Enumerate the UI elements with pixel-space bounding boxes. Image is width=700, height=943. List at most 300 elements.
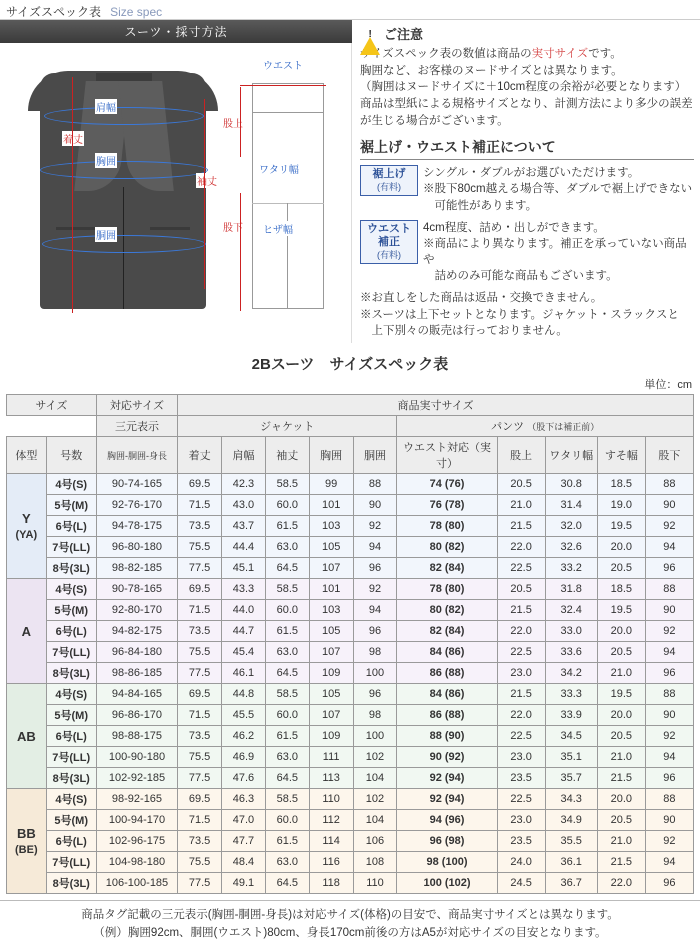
cell-gousu: 7号(LL)	[46, 747, 96, 768]
cell-matashita: 92	[645, 831, 693, 852]
cell-bodytype: Y (YA)	[7, 474, 47, 579]
label-sodetake: 袖丈	[196, 173, 218, 188]
cell-watari: 33.3	[545, 684, 597, 705]
cell-matagami: 22.5	[497, 726, 545, 747]
cell-watari: 33.6	[545, 642, 597, 663]
cell-sodetake: 58.5	[265, 684, 309, 705]
hemming-text-1: シングル・ダブルがお選びいただけます。	[423, 167, 640, 180]
cell-sangen: 96-84-180	[96, 642, 177, 663]
cell-sangen: 96-80-180	[96, 537, 177, 558]
cell-kitake: 73.5	[178, 726, 222, 747]
cell-sangen: 106-100-185	[96, 873, 177, 894]
cell-matashita: 96	[645, 768, 693, 789]
table-row	[7, 558, 694, 579]
cell-sangen: 92-76-170	[96, 495, 177, 516]
cell-kyoui: 101	[309, 495, 353, 516]
waist-text	[423, 220, 694, 284]
cell-matashita: 92	[645, 621, 693, 642]
cell-doui: 94	[353, 600, 397, 621]
cell-kyoui: 107	[309, 558, 353, 579]
cell-doui: 100	[353, 726, 397, 747]
cell-kyoui: 118	[309, 873, 353, 894]
cell-sodetake: 60.0	[265, 705, 309, 726]
notice-line-5: が生じる場合がございます。	[360, 114, 509, 127]
table-row	[7, 831, 694, 852]
cell-waist: 82 (84)	[397, 621, 497, 642]
cell-doui: 90	[353, 495, 397, 516]
cell-doui: 92	[353, 516, 397, 537]
cell-waist: 84 (86)	[397, 684, 497, 705]
cell-matashita: 94	[645, 642, 693, 663]
upper-section	[0, 20, 700, 343]
cell-gousu: 7号(LL)	[46, 537, 96, 558]
cell-waist: 76 (78)	[397, 495, 497, 516]
cell-matagami: 23.0	[497, 810, 545, 831]
cell-susohaba: 21.0	[597, 831, 645, 852]
cell-kitake: 75.5	[178, 642, 222, 663]
cell-susohaba: 22.0	[597, 873, 645, 894]
cell-watari: 35.7	[545, 768, 597, 789]
cell-matagami: 22.0	[497, 705, 545, 726]
cell-kyoui: 109	[309, 663, 353, 684]
cell-matagami: 21.5	[497, 516, 545, 537]
cell-katahaba: 45.5	[222, 705, 266, 726]
waist-tag-label: ウエスト	[367, 222, 411, 235]
cell-bodytype: AB	[7, 684, 47, 789]
cell-kyoui: 114	[309, 831, 353, 852]
cell-katahaba: 44.4	[222, 537, 266, 558]
cell-waist: 92 (94)	[397, 789, 497, 810]
table-row	[7, 810, 694, 831]
cell-watari: 36.1	[545, 852, 597, 873]
label-matagami: 股上	[222, 115, 244, 130]
cell-kyoui: 109	[309, 726, 353, 747]
label-wataribaba: ワタリ幅	[258, 161, 300, 176]
notice-body	[360, 46, 694, 129]
cell-katahaba: 46.3	[222, 789, 266, 810]
cell-watari: 32.6	[545, 537, 597, 558]
cell-kitake: 75.5	[178, 747, 222, 768]
cell-matashita: 88	[645, 579, 693, 600]
th-product-actual: 商品実寸サイズ	[178, 395, 694, 416]
cell-sodetake: 61.5	[265, 726, 309, 747]
cell-matashita: 96	[645, 558, 693, 579]
cell-susohaba: 21.5	[597, 768, 645, 789]
cell-sodetake: 64.5	[265, 558, 309, 579]
notice-line1-b: です。	[588, 48, 622, 60]
table-row	[7, 663, 694, 684]
cell-doui: 94	[353, 537, 397, 558]
cell-sangen: 98-82-185	[96, 558, 177, 579]
cell-watari: 32.4	[545, 600, 597, 621]
cell-sangen: 98-88-175	[96, 726, 177, 747]
cell-watari: 33.0	[545, 621, 597, 642]
th-gousu: 号数	[46, 437, 96, 474]
label-doui: 胴囲	[95, 227, 117, 242]
cell-sodetake: 63.0	[265, 537, 309, 558]
cell-susohaba: 19.5	[597, 684, 645, 705]
th-katahaba: 肩幅	[222, 437, 266, 474]
label-hizahaba: ヒザ幅	[262, 221, 294, 236]
cell-kitake: 71.5	[178, 600, 222, 621]
cell-doui: 102	[353, 747, 397, 768]
th-kyoui: 胸囲	[309, 437, 353, 474]
notice-line-3: （胸囲はヌードサイズに＋10cm程度の余裕が必要となります）	[360, 81, 687, 94]
cell-doui: 96	[353, 684, 397, 705]
notice-column	[352, 20, 700, 343]
cell-susohaba: 19.5	[597, 600, 645, 621]
cell-katahaba: 44.8	[222, 684, 266, 705]
cell-matashita: 88	[645, 474, 693, 495]
cell-sodetake: 58.5	[265, 579, 309, 600]
alteration-note-1: ※お直しをした商品は返品・交換できません。	[360, 292, 603, 305]
cell-katahaba: 47.0	[222, 810, 266, 831]
cell-doui: 98	[353, 642, 397, 663]
table-row	[7, 705, 694, 726]
cell-sangen: 90-74-165	[96, 474, 177, 495]
cell-watari: 33.2	[545, 558, 597, 579]
cell-sodetake: 64.5	[265, 768, 309, 789]
table-row	[7, 726, 694, 747]
cell-doui: 100	[353, 663, 397, 684]
cell-gousu: 7号(LL)	[46, 642, 96, 663]
cell-susohaba: 20.0	[597, 705, 645, 726]
cell-kyoui: 101	[309, 579, 353, 600]
notice-header	[360, 24, 694, 43]
bottom-note	[0, 900, 700, 943]
spec-table-title: 2Bスーツ サイズスペック表	[251, 356, 449, 373]
cell-sangen: 94-82-175	[96, 621, 177, 642]
cell-sangen: 102-92-185	[96, 768, 177, 789]
cell-gousu: 5号(M)	[46, 495, 96, 516]
cell-watari: 31.8	[545, 579, 597, 600]
cell-susohaba: 20.0	[597, 621, 645, 642]
cell-matashita: 94	[645, 852, 693, 873]
table-row	[7, 474, 694, 495]
alteration-item-waist	[360, 220, 694, 284]
cell-waist: 82 (84)	[397, 558, 497, 579]
cell-susohaba: 21.5	[597, 852, 645, 873]
cell-bodytype: A	[7, 579, 47, 684]
cell-doui: 110	[353, 873, 397, 894]
cell-susohaba: 18.5	[597, 474, 645, 495]
cell-watari: 36.7	[545, 873, 597, 894]
cell-matagami: 23.0	[497, 663, 545, 684]
cell-gousu: 5号(M)	[46, 600, 96, 621]
hemming-tag-sub: (有料)	[377, 182, 401, 193]
cell-watari: 34.3	[545, 789, 597, 810]
cell-sangen: 90-78-165	[96, 579, 177, 600]
cell-gousu: 5号(M)	[46, 705, 96, 726]
hemming-text-3: 可能性があります。	[423, 199, 538, 212]
cell-sodetake: 60.0	[265, 495, 309, 516]
cell-waist: 88 (90)	[397, 726, 497, 747]
table-row	[7, 852, 694, 873]
cell-doui: 96	[353, 558, 397, 579]
cell-matashita: 90	[645, 705, 693, 726]
cell-gousu: 6号(L)	[46, 726, 96, 747]
cell-waist: 80 (82)	[397, 537, 497, 558]
page-title: サイズスペック表	[6, 5, 102, 19]
cell-doui: 92	[353, 579, 397, 600]
cell-doui: 88	[353, 474, 397, 495]
bottom-note-line-1: 商品タグ記載の三元表示(胸囲-胴囲-身長)は対応サイズ(体格)の目安で、商品実寸サイズとは異なります。	[81, 909, 619, 921]
cell-sangen: 94-78-175	[96, 516, 177, 537]
cell-matagami: 21.0	[497, 495, 545, 516]
alteration-note-2: ※スーツは上下セットとなります。ジャケット・スラックスと	[360, 308, 679, 321]
cell-sodetake: 58.5	[265, 789, 309, 810]
cell-katahaba: 43.3	[222, 579, 266, 600]
table-row	[7, 747, 694, 768]
cell-waist: 94 (96)	[397, 810, 497, 831]
cell-matashita: 96	[645, 663, 693, 684]
th-pants-main: パンツ	[491, 421, 525, 433]
cell-susohaba: 21.0	[597, 663, 645, 684]
cell-susohaba: 19.5	[597, 516, 645, 537]
cell-watari: 30.8	[545, 474, 597, 495]
cell-kyoui: 107	[309, 642, 353, 663]
cell-sodetake: 63.0	[265, 642, 309, 663]
cell-kitake: 77.5	[178, 663, 222, 684]
table-row	[7, 621, 694, 642]
cell-doui: 102	[353, 789, 397, 810]
cell-kyoui: 105	[309, 684, 353, 705]
cell-waist: 86 (88)	[397, 705, 497, 726]
label-waist: ウエスト	[262, 57, 304, 72]
cell-matagami: 22.0	[497, 621, 545, 642]
cell-gousu: 4号(S)	[46, 789, 96, 810]
cell-kitake: 71.5	[178, 705, 222, 726]
cell-sangen: 92-80-170	[96, 600, 177, 621]
size-spec-table	[6, 394, 694, 894]
cell-kyoui: 103	[309, 600, 353, 621]
cell-kyoui: 112	[309, 810, 353, 831]
diagram-panel-title: スーツ・採寸方法	[0, 20, 352, 43]
cell-watari: 34.2	[545, 663, 597, 684]
cell-matashita: 90	[645, 495, 693, 516]
page-header	[0, 0, 700, 20]
cell-kitake: 73.5	[178, 621, 222, 642]
cell-katahaba: 44.7	[222, 621, 266, 642]
cell-kitake: 69.5	[178, 579, 222, 600]
cell-katahaba: 47.7	[222, 831, 266, 852]
th-sodetake: 袖丈	[265, 437, 309, 474]
cell-katahaba: 46.1	[222, 663, 266, 684]
alteration-item-hemming	[360, 165, 694, 213]
cell-doui: 108	[353, 852, 397, 873]
cell-gousu: 4号(S)	[46, 579, 96, 600]
cell-doui: 104	[353, 768, 397, 789]
cell-waist: 78 (80)	[397, 579, 497, 600]
cell-gousu: 4号(S)	[46, 474, 96, 495]
cell-matashita: 90	[645, 600, 693, 621]
th-jacket: ジャケット	[178, 416, 397, 437]
cell-matagami: 21.5	[497, 684, 545, 705]
hemming-tag-label: 裾上げ	[372, 168, 406, 181]
cell-kyoui: 110	[309, 789, 353, 810]
table-row	[7, 516, 694, 537]
cell-bodytype: BB (BE)	[7, 789, 47, 894]
table-row	[7, 495, 694, 516]
table-row	[7, 642, 694, 663]
cell-sangen: 100-94-170	[96, 810, 177, 831]
cell-waist: 80 (82)	[397, 600, 497, 621]
cell-katahaba: 46.9	[222, 747, 266, 768]
cell-susohaba: 21.0	[597, 747, 645, 768]
cell-matagami: 22.5	[497, 789, 545, 810]
cell-katahaba: 49.1	[222, 873, 266, 894]
notice-line1-a: サイズスペック表の数値は商品の	[360, 48, 532, 60]
cell-sodetake: 61.5	[265, 516, 309, 537]
table-row	[7, 600, 694, 621]
cell-waist: 100 (102)	[397, 873, 497, 894]
diagram-column	[0, 20, 352, 343]
th-waist: ウエスト対応（実寸）	[397, 437, 497, 474]
label-katahaba: 肩幅	[95, 99, 117, 114]
cell-sodetake: 61.5	[265, 831, 309, 852]
cell-kyoui: 105	[309, 537, 353, 558]
table-row	[7, 684, 694, 705]
cell-matagami: 23.0	[497, 747, 545, 768]
bottom-note-line-2: （例）胸囲92cm、胴囲(ウエスト)80cm、身長170cm前後の方はA5が対応サイズの目安となります。	[93, 927, 607, 940]
th-kitake: 着丈	[178, 437, 222, 474]
th-matashita: 股下	[645, 437, 693, 474]
cell-gousu: 5号(M)	[46, 810, 96, 831]
cell-matashita: 90	[645, 810, 693, 831]
notice-line-4: 商品は型紙による規格サイズとなり、計測方法により多少の誤差	[360, 98, 693, 111]
cell-gousu: 8号(3L)	[46, 768, 96, 789]
cell-gousu: 8号(3L)	[46, 663, 96, 684]
cell-katahaba: 46.2	[222, 726, 266, 747]
cell-kitake: 75.5	[178, 852, 222, 873]
cell-waist: 74 (76)	[397, 474, 497, 495]
cell-kitake: 77.5	[178, 873, 222, 894]
notice-line-2: 胸囲など、お客様のヌードサイズとは異なります。	[360, 64, 623, 77]
label-kyoui: 胸囲	[95, 153, 117, 168]
th-watari: ワタリ幅	[545, 437, 597, 474]
cell-gousu: 8号(3L)	[46, 558, 96, 579]
cell-matagami: 23.5	[497, 831, 545, 852]
cell-matashita: 94	[645, 537, 693, 558]
cell-waist: 78 (80)	[397, 516, 497, 537]
table-header-row-1	[7, 395, 694, 416]
cell-sangen: 100-90-180	[96, 747, 177, 768]
cell-watari: 35.1	[545, 747, 597, 768]
cell-doui: 98	[353, 705, 397, 726]
cell-kyoui: 105	[309, 621, 353, 642]
cell-watari: 33.9	[545, 705, 597, 726]
cell-sodetake: 58.5	[265, 474, 309, 495]
th-pants-sub: （股下は補正前）	[527, 422, 600, 432]
th-corresponding: 対応サイズ	[96, 395, 177, 416]
cell-matashita: 96	[645, 873, 693, 894]
cell-susohaba: 20.0	[597, 789, 645, 810]
cell-matashita: 94	[645, 747, 693, 768]
cell-watari: 34.9	[545, 810, 597, 831]
cell-doui: 96	[353, 621, 397, 642]
th-bodytype: 体型	[7, 437, 47, 474]
table-row	[7, 537, 694, 558]
jacket-illustration	[18, 57, 228, 325]
alteration-note-3: 上下別々の販売は行っておりません。	[360, 325, 568, 338]
cell-sodetake: 64.5	[265, 873, 309, 894]
cell-gousu: 7号(LL)	[46, 852, 96, 873]
notice-line1-emphasis: 実寸サイズ	[531, 48, 589, 60]
cell-kyoui: 111	[309, 747, 353, 768]
table-row	[7, 873, 694, 894]
cell-sodetake: 63.0	[265, 747, 309, 768]
cell-matashita: 88	[645, 789, 693, 810]
cell-sangen: 94-84-165	[96, 684, 177, 705]
cell-waist: 96 (98)	[397, 831, 497, 852]
cell-susohaba: 20.5	[597, 642, 645, 663]
cell-sangen: 102-96-175	[96, 831, 177, 852]
waist-text-1: 4cm程度、詰め・出しができます。	[423, 221, 605, 234]
cell-doui: 104	[353, 810, 397, 831]
cell-kitake: 71.5	[178, 810, 222, 831]
cell-doui: 106	[353, 831, 397, 852]
cell-sodetake: 64.5	[265, 663, 309, 684]
cell-matashita: 92	[645, 726, 693, 747]
notice-line-1	[360, 46, 694, 63]
cell-waist: 98 (100)	[397, 852, 497, 873]
cell-susohaba: 20.5	[597, 558, 645, 579]
table-body	[7, 474, 694, 894]
cell-gousu: 8号(3L)	[46, 873, 96, 894]
cell-katahaba: 43.7	[222, 516, 266, 537]
cell-watari: 32.0	[545, 516, 597, 537]
cell-katahaba: 47.6	[222, 768, 266, 789]
cell-matagami: 22.5	[497, 558, 545, 579]
cell-kitake: 69.5	[178, 474, 222, 495]
label-kitake: 着丈	[62, 131, 84, 146]
cell-matagami: 22.0	[497, 537, 545, 558]
th-size: サイズ	[7, 395, 97, 416]
label-matashita: 股下	[222, 219, 244, 234]
cell-susohaba: 20.5	[597, 810, 645, 831]
cell-waist: 84 (86)	[397, 642, 497, 663]
hemming-text-2: ※股下80cm越える場合等、ダブルで裾上げできない	[423, 183, 693, 196]
cell-kitake: 73.5	[178, 516, 222, 537]
waist-tag	[360, 220, 418, 265]
cell-gousu: 6号(L)	[46, 516, 96, 537]
waist-text-3: 詰めのみ可能な商品もございます。	[423, 269, 618, 282]
cell-waist: 86 (88)	[397, 663, 497, 684]
cell-sangen: 98-92-165	[96, 789, 177, 810]
hemming-tag	[360, 165, 418, 196]
cell-sangen: 98-86-185	[96, 663, 177, 684]
pants-illustration	[252, 83, 324, 311]
cell-matashita: 92	[645, 516, 693, 537]
cell-sodetake: 63.0	[265, 852, 309, 873]
cell-watari: 34.5	[545, 726, 597, 747]
cell-gousu: 6号(L)	[46, 831, 96, 852]
th-sangen-detail: 胸囲-胴囲-身長	[96, 437, 177, 474]
th-matagami: 股上	[497, 437, 545, 474]
cell-matagami: 24.5	[497, 873, 545, 894]
cell-sodetake: 60.0	[265, 600, 309, 621]
cell-matagami: 20.5	[497, 579, 545, 600]
waist-tag-sub: (有料)	[377, 250, 401, 261]
cell-katahaba: 48.4	[222, 852, 266, 873]
cell-katahaba: 43.0	[222, 495, 266, 516]
cell-kyoui: 107	[309, 705, 353, 726]
alteration-title: 裾上げ・ウエスト補正について	[360, 137, 694, 160]
cell-sodetake: 61.5	[265, 621, 309, 642]
cell-susohaba: 20.5	[597, 726, 645, 747]
cell-katahaba: 45.1	[222, 558, 266, 579]
cell-gousu: 6号(L)	[46, 621, 96, 642]
